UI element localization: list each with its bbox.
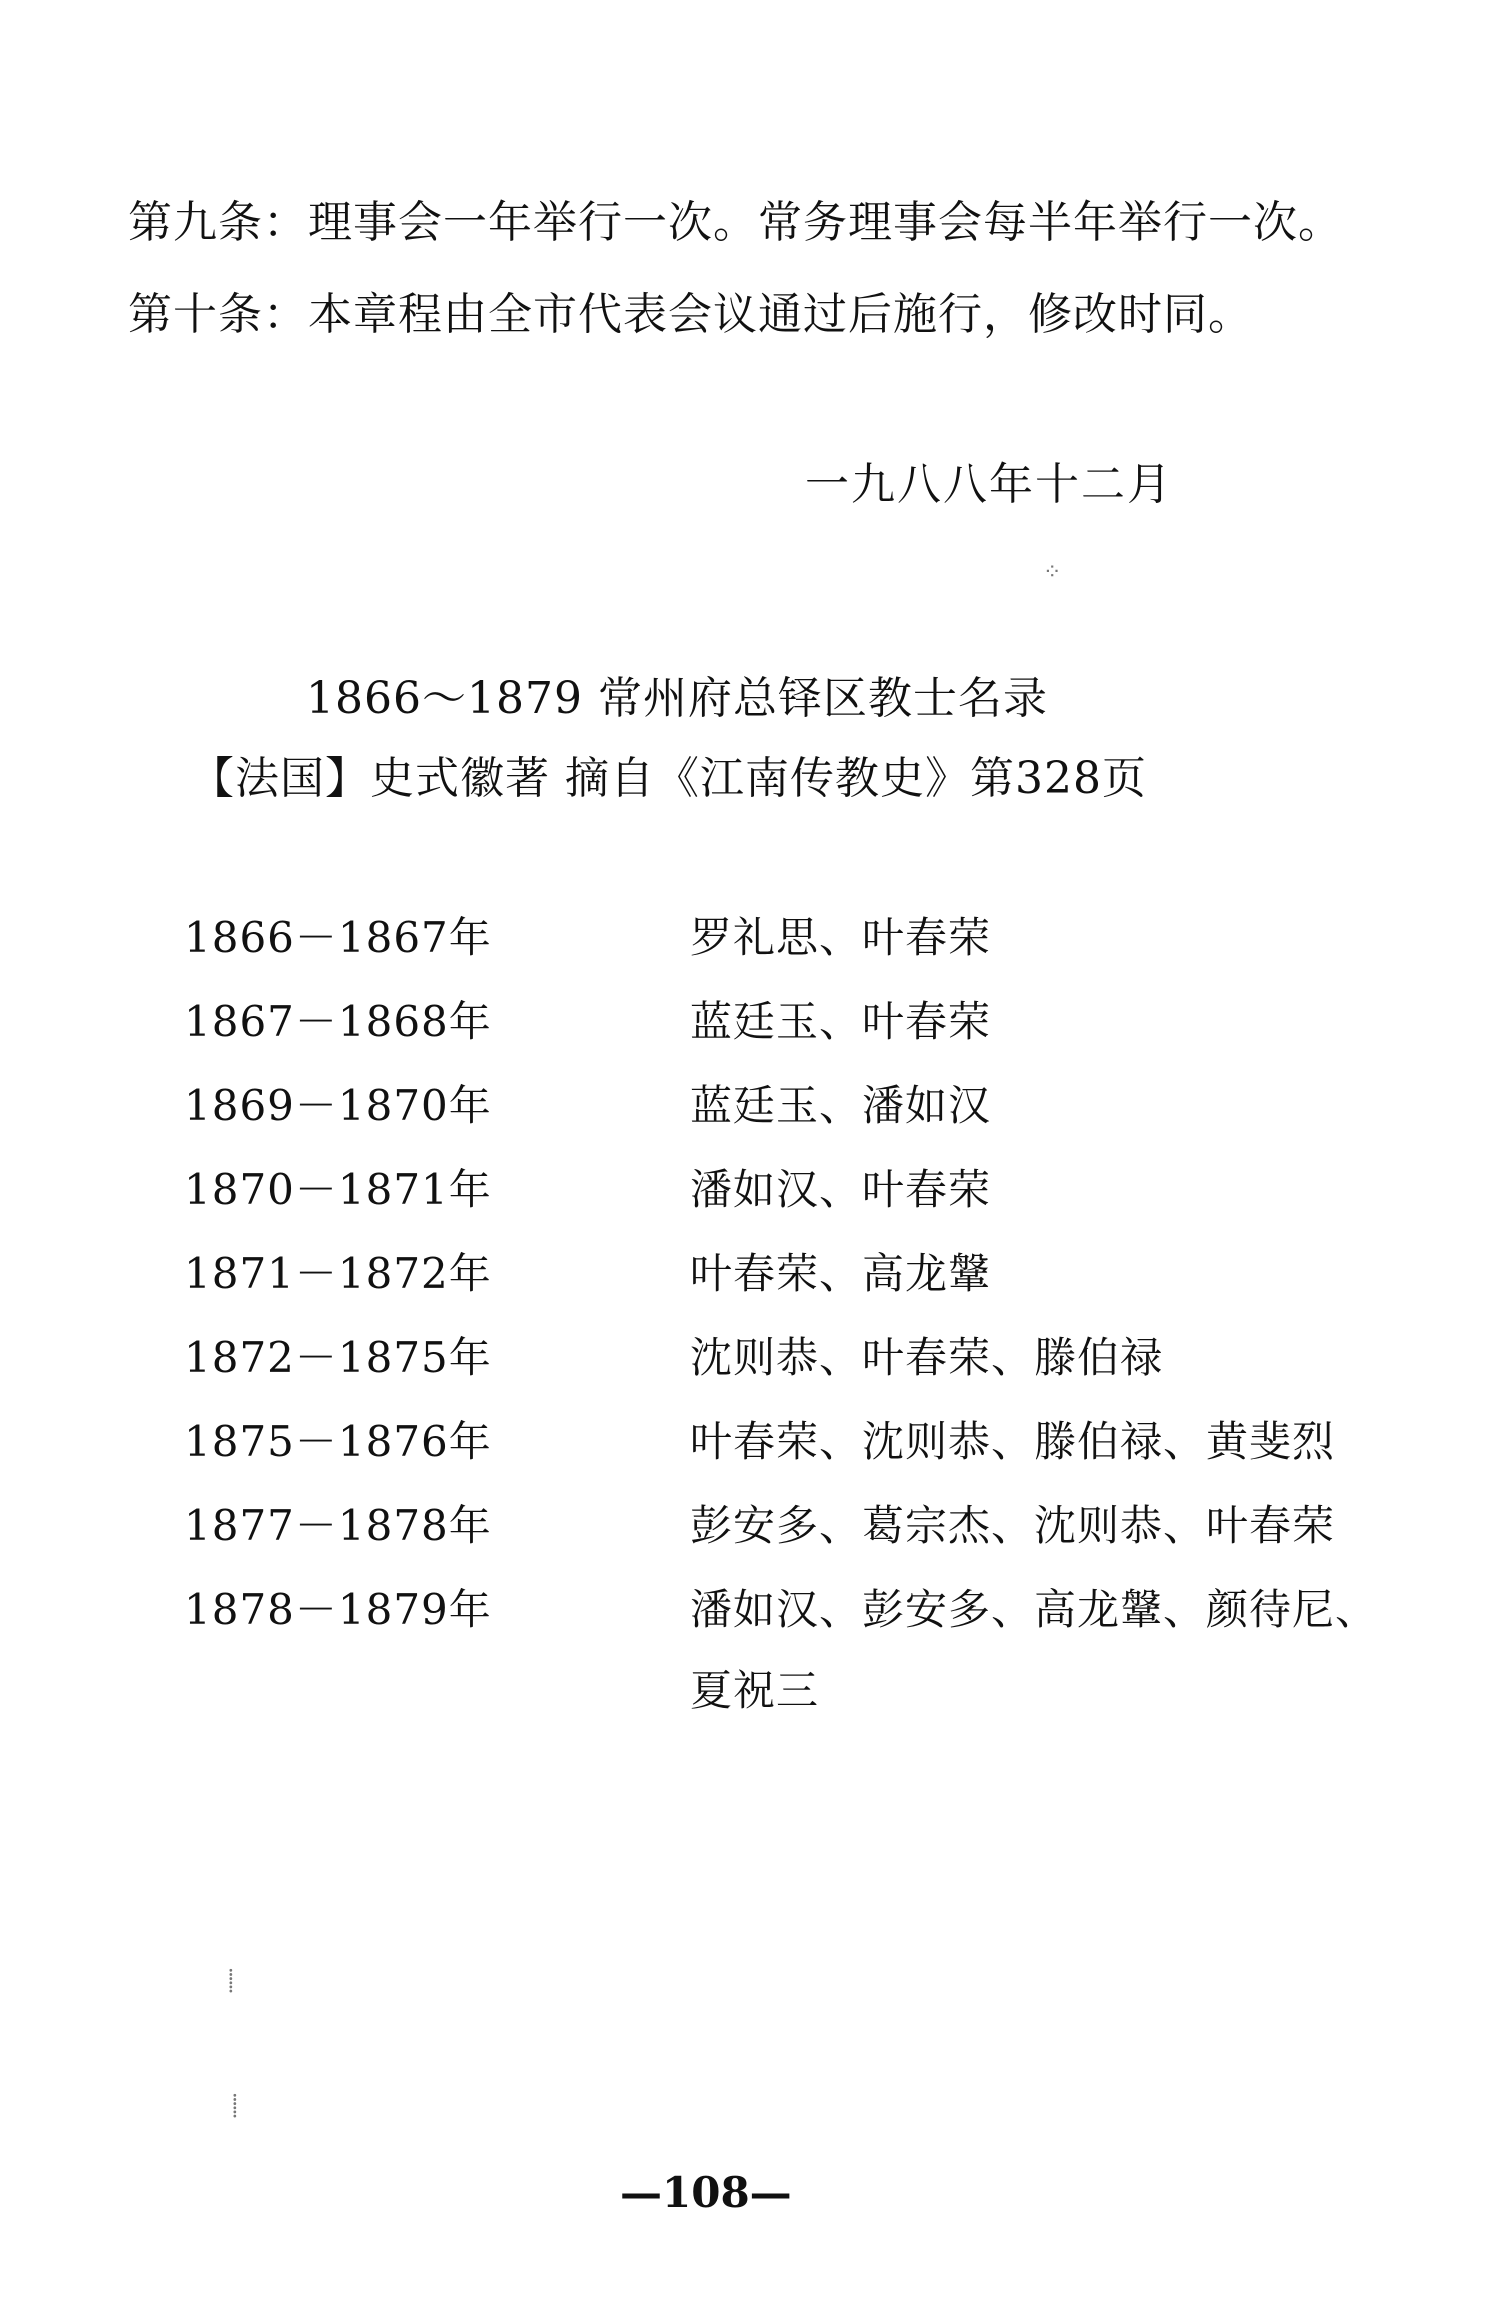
roster-row [180,1577,1430,1661]
roster-row [180,989,1430,1073]
roster-row [180,1493,1430,1577]
clergy-roster [180,905,1430,1661]
roster-names-continuation: 夏祝三 [690,1666,820,1715]
document-date: 一九八八年十二月 [805,459,1173,510]
roster-row [180,1073,1430,1157]
roster-period: 1867－1868年 [184,997,492,1046]
page-number: —108— [620,2168,792,2217]
roster-names: 彭安多、葛宗杰、沈则恭、叶春荣 [690,1501,1336,1550]
roster-row [180,1157,1430,1241]
roster-names: 叶春荣、高龙鞶 [690,1249,992,1298]
roster-source: 【法国】史式徽著 摘自《江南传教史》第328页 [190,753,1147,804]
roster-row [180,1409,1430,1493]
roster-period: 1878－1879年 [184,1585,492,1634]
roster-period: 1872－1875年 [184,1333,492,1382]
roster-names: 叶春荣、沈则恭、滕伯禄、黄斐烈 [690,1417,1336,1466]
roster-period: 1877－1878年 [184,1501,492,1550]
article-9: 第九条：理事会一年举行一次。常务理事会每半年举行一次。 [128,197,1343,248]
scan-speck: ⸽ [228,1969,234,1994]
article-10: 第十条：本章程由全市代表会议通过后施行，修改时同。 [128,289,1253,340]
scan-speck: ⁘ [1043,560,1062,585]
roster-names: 沈则恭、叶春荣、滕伯禄 [690,1333,1164,1382]
roster-row [180,1325,1430,1409]
roster-period: 1866－1867年 [184,913,492,962]
roster-names: 蓝廷玉、叶春荣 [690,997,992,1046]
roster-period: 1875－1876年 [184,1417,492,1466]
roster-names: 蓝廷玉、潘如汉 [690,1081,992,1130]
roster-title: 1866～1879 常州府总铎区教士名录 [306,673,1048,724]
scan-speck: ⸽ [232,2094,238,2119]
roster-period: 1870－1871年 [184,1165,492,1214]
roster-period: 1871－1872年 [184,1249,492,1298]
roster-names: 潘如汉、叶春荣 [690,1165,992,1214]
roster-names: 罗礼思、叶春荣 [690,913,992,962]
roster-period: 1869－1870年 [184,1081,492,1130]
roster-names: 潘如汉、彭安多、高龙鞶、颜待尼、 [690,1585,1379,1634]
roster-row [180,1241,1430,1325]
roster-row [180,905,1430,989]
